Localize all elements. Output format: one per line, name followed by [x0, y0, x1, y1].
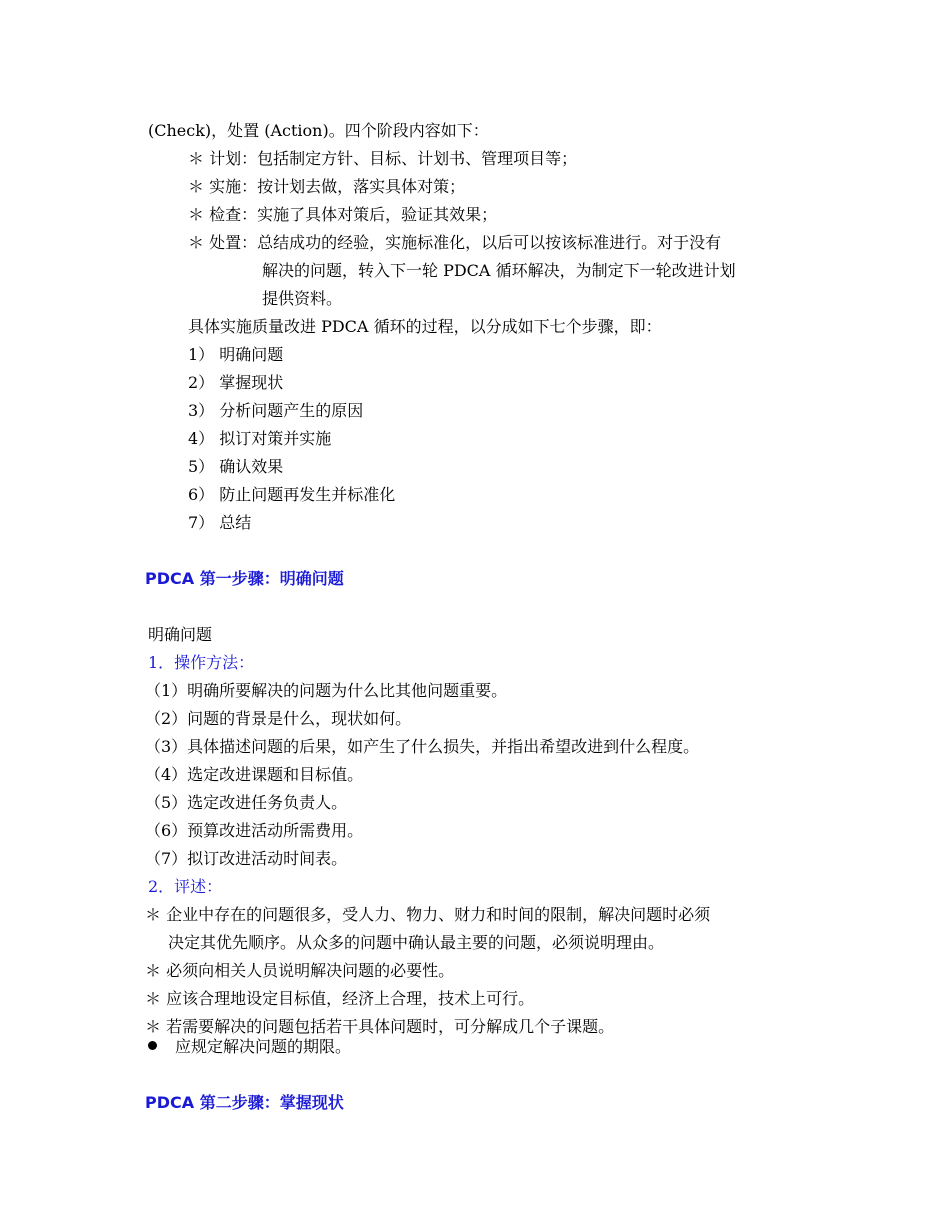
method-item: （6）预算改进活动所需费用。	[145, 821, 364, 840]
step-item: 5） 确认效果	[188, 457, 284, 476]
step-item: 1） 明确问题	[188, 345, 284, 364]
step-item: 2） 掌握现状	[188, 373, 284, 392]
method-item: （1）明确所要解决的问题为什么比其他问题重要。	[145, 681, 508, 700]
step-item: 4） 拟订对策并实施	[188, 429, 332, 448]
stage-item-action: ＊ 处置：总结成功的经验，实施标准化，以后可以按该标准进行。对于没有	[188, 233, 722, 252]
stage-item-plan: ＊ 计划：包括制定方针、目标、计划书、管理项目等；	[188, 149, 578, 168]
review-item: 应规定解决问题的期限。	[175, 1037, 352, 1056]
section-heading: PDCA 第二步骤：掌握现状	[145, 1093, 344, 1112]
review-item: ＊ 若需要解决的问题包括若干具体问题时，可分解成几个子课题。	[145, 1017, 615, 1036]
method-item: （2）问题的背景是什么，现状如何。	[145, 709, 412, 728]
steps-intro: 具体实施质量改进 PDCA 循环的过程，以分成如下七个步骤，即：	[188, 317, 662, 336]
review-item: ＊ 企业中存在的问题很多，受人力、物力、财力和时间的限制，解决问题时必须	[145, 905, 711, 924]
step-item: 7） 总结	[188, 513, 252, 532]
method-item: （7）拟订改进活动时间表。	[145, 849, 348, 868]
method-item: （5）选定改进任务负责人。	[145, 793, 348, 812]
section-subtitle: 明确问题	[148, 625, 213, 644]
stage-item-check: ＊ 检查：实施了具体对策后，验证其效果；	[188, 205, 498, 224]
method-item: （4）选定改进课题和目标值。	[145, 765, 364, 784]
method-label: 1．操作方法：	[148, 653, 255, 672]
stage-item-action-cont: 提供资料。	[262, 289, 343, 308]
intro-line: (Check)，处置 (Action)。四个阶段内容如下：	[148, 121, 489, 140]
step-item: 6） 防止问题再发生并标准化	[188, 485, 396, 504]
step-item: 3） 分析问题产生的原因	[188, 401, 364, 420]
method-item: （3）具体描述问题的后果，如产生了什么损失，并指出希望改进到什么程度。	[145, 737, 700, 756]
stage-item-action-cont: 解决的问题，转入下一轮 PDCA 循环解决，为制定下一轮改进计划	[262, 261, 736, 280]
review-item-cont: 决定其优先顺序。从众多的问题中确认最主要的问题，必须说明理由。	[168, 933, 665, 952]
bullet-dot-icon	[148, 1041, 157, 1050]
review-label: 2．评述：	[148, 877, 223, 896]
section-heading: PDCA 第一步骤：明确问题	[145, 569, 344, 588]
review-item: ＊ 必须向相关人员说明解决问题的必要性。	[145, 961, 455, 980]
review-item: ＊ 应该合理地设定目标值，经济上合理，技术上可行。	[145, 989, 535, 1008]
stage-item-do: ＊ 实施：按计划去做，落实具体对策；	[188, 177, 466, 196]
